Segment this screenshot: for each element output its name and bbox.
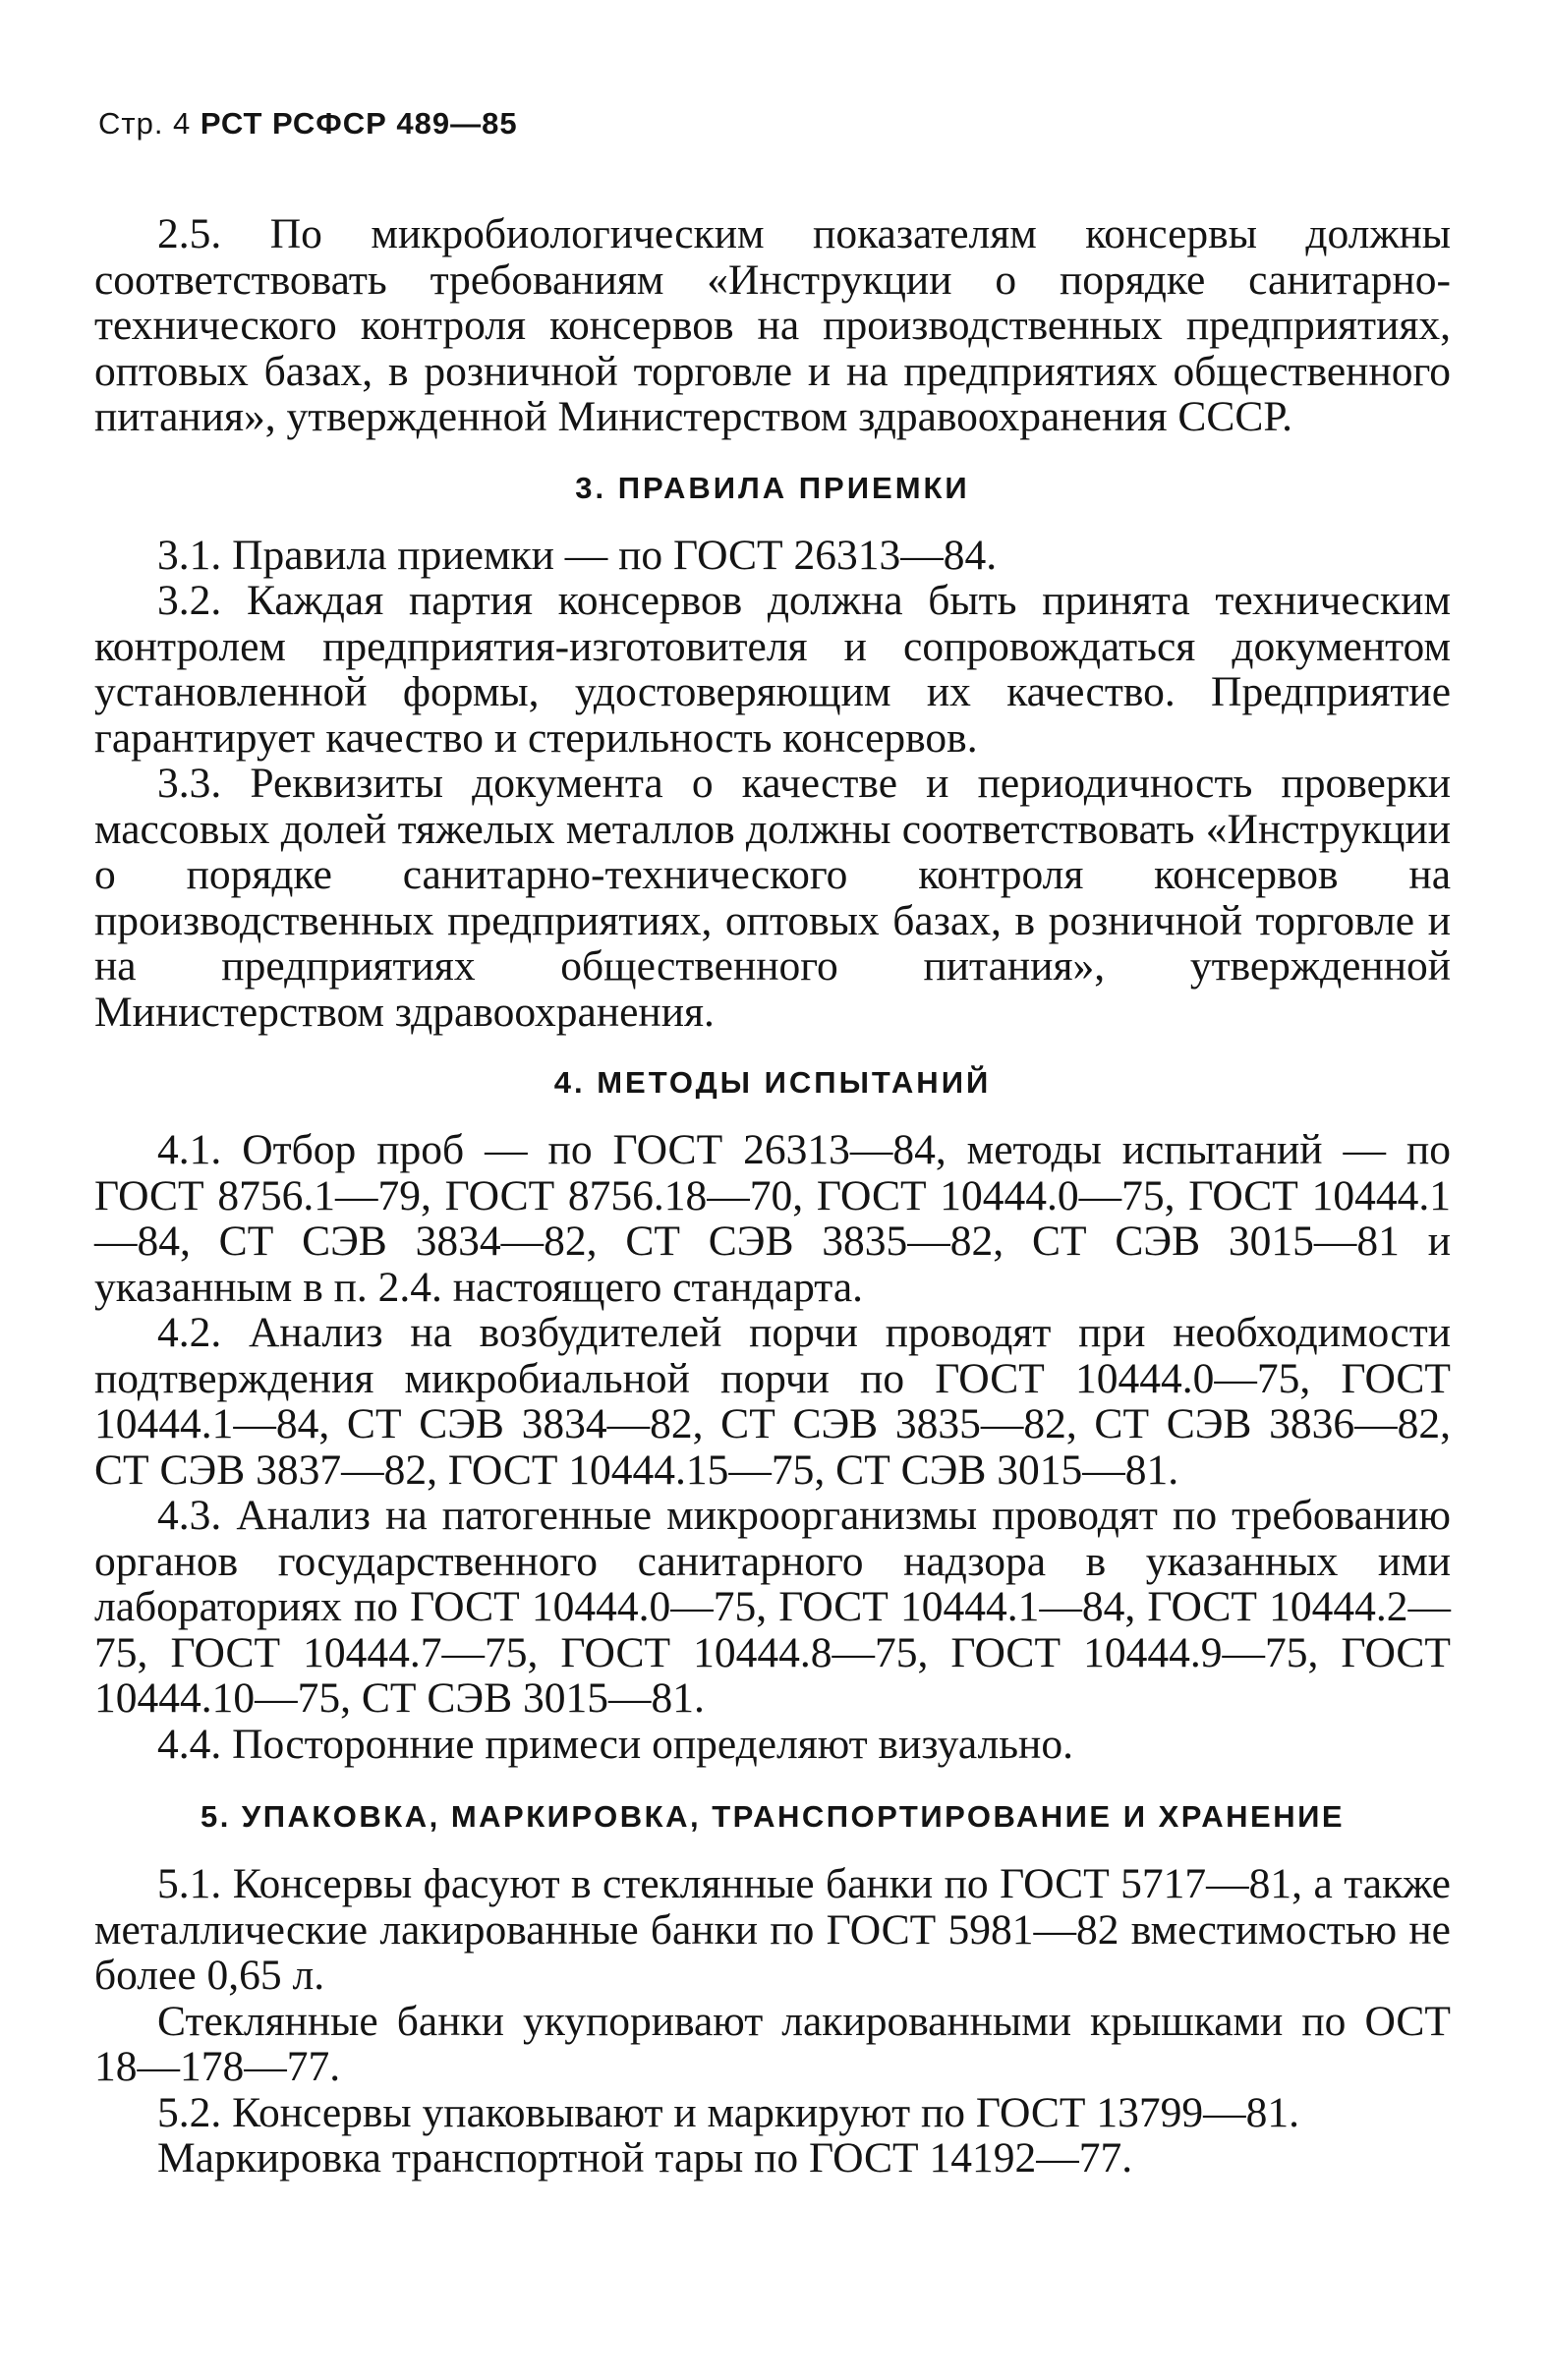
paragraph-3-2: 3.2. Каждая партия консервов должна быть принята техническим контролем предприятия-изготовителя и сопровождаться документом установленной формы, удостоверяющим их качество. Предприятие гарантирует качество и стерильность консервов. [94, 577, 1451, 762]
paragraph-4-4: 4.4. Посторонние примеси определяют визуально. [157, 1720, 1073, 1768]
section-3-heading: 3. ПРАВИЛА ПРИЕМКИ [575, 470, 970, 505]
page-content [94, 211, 1451, 2182]
paragraph-4-1: 4.1. Отбор проб — по ГОСТ 26313—84, методы испытаний — по ГОСТ 8756.1—79, ГОСТ 8756.18—70, ГОСТ 10444.0—75, ГОСТ 10444.1—84, СТ СЭВ 3834—82, СТ СЭВ 3835—82, СТ СЭВ 3015—81 и указанным в п. 2.4. настоящего стандарта. [94, 1126, 1451, 1311]
paragraph-5-1: 5.1. Консервы фасуют в стеклянные банки по ГОСТ 5717—81, а также металлические лакированные банки по ГОСТ 5981—82 вместимостью не более 0,65 л. [94, 1860, 1451, 1999]
section-5-heading: 5. УПАКОВКА, МАРКИРОВКА, ТРАНСПОРТИРОВАНИЕ И ХРАНЕНИЕ [200, 1799, 1346, 1834]
page-number: Стр. 4 [98, 106, 192, 141]
page-header [98, 106, 518, 142]
paragraph-5-2: 5.2. Консервы упаковывают и маркируют по ГОСТ 13799—81. [157, 2088, 1299, 2136]
paragraph-5-1-continued: Стеклянные банки укупоривают лакированными крышками по ОСТ 18—178—77. [94, 1997, 1451, 2090]
paragraph-3-3: 3.3. Реквизиты документа о качестве и периодичность проверки массовых долей тяжелых металлов должны соответствовать «Инструкции о порядке санитарно-технического контроля консервов на производственных предприятиях, оптовых базах, в розничной торговле и на предприятиях общественного питания», утвержденной Министерством здравоохранения. [94, 760, 1451, 1036]
paragraph-5-2-continued: Маркировка транспортной тары по ГОСТ 14192—77. [157, 2134, 1133, 2182]
standard-code: РСТ РСФСР 489—85 [200, 106, 518, 141]
paragraph-4-2: 4.2. Анализ на возбудителей порчи проводят при необходимости подтверждения микробиальной порчи по ГОСТ 10444.0—75, ГОСТ 10444.1—84, СТ СЭВ 3834—82, СТ СЭВ 3835—82, СТ СЭВ 3836—82, СТ СЭВ 3837—82, ГОСТ 10444.15—75, СТ СЭВ 3015—81. [94, 1309, 1451, 1494]
section-4-heading: 4. МЕТОДЫ ИСПЫТАНИЙ [553, 1065, 992, 1100]
paragraph-2-5: 2.5. По микробиологическим показателям консервы должны соответствовать требованиям «Инструкции о порядке санитарно-технического контроля консервов на производственных предприятиях, оптовых базах, в розничной торговле и на предприятиях общественного питания», утвержденной Министерством здравоохранения СССР. [94, 210, 1451, 440]
paragraph-3-1: 3.1. Правила приемки — по ГОСТ 26313—84. [157, 531, 998, 579]
paragraph-4-3: 4.3. Анализ на патогенные микроорганизмы проводят по требованию органов государственного санитарного надзора в указанных ими лабораториях по ГОСТ 10444.0—75, ГОСТ 10444.1—84, ГОСТ 10444.2—75, ГОСТ 10444.7—75, ГОСТ 10444.8—75, ГОСТ 10444.9—75, ГОСТ 10444.10—75, СТ СЭВ 3015—81. [94, 1492, 1451, 1722]
